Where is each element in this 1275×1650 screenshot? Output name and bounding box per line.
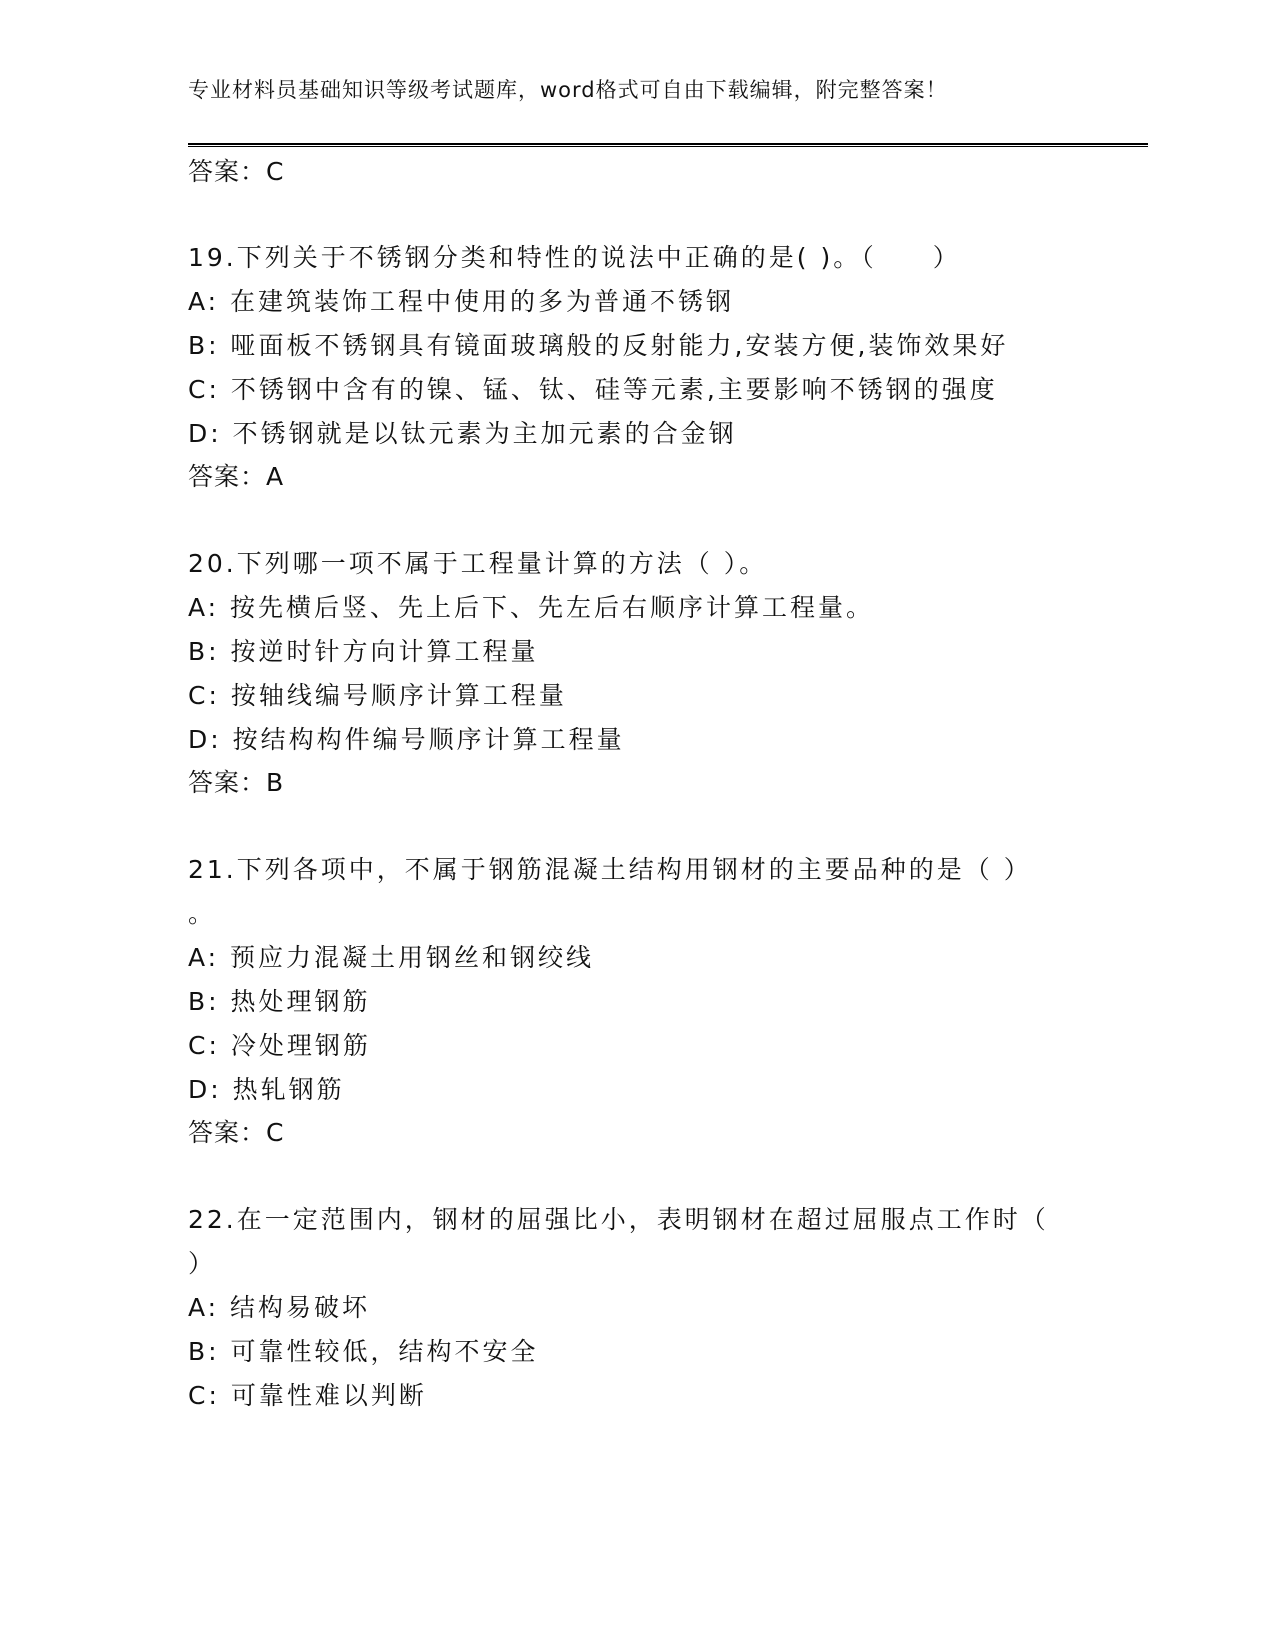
option-line: B: 热处理钢筋 xyxy=(188,987,371,1016)
option-line: C: 不锈钢中含有的镍、锰、钛、硅等元素,主要影响不锈钢的强度 xyxy=(188,375,998,404)
option-line: A: 在建筑装饰工程中使用的多为普通不锈钢 xyxy=(188,287,735,316)
option-line: D: 按结构构件编号顺序计算工程量 xyxy=(188,725,625,754)
option-line: C: 可靠性难以判断 xyxy=(188,1381,427,1410)
option-line: D: 热轧钢筋 xyxy=(188,1075,345,1104)
option-line: A: 按先横后竖、先上后下、先左后右顺序计算工程量。 xyxy=(188,593,875,622)
question-stem: 19.下列关于不锈钢分类和特性的说法中正确的是( )。（ ） xyxy=(188,243,961,272)
question-stem-continued: 。 xyxy=(188,899,217,928)
question-stem: 21.下列各项中，不属于钢筋混凝土结构用钢材的主要品种的是（ ） xyxy=(188,855,1032,884)
question-stem-continued: ） xyxy=(188,1249,217,1278)
option-line: B: 可靠性较低，结构不安全 xyxy=(188,1337,539,1366)
answer-line: 答案：A xyxy=(188,462,285,491)
answer-line: 答案：C xyxy=(188,1118,285,1147)
header-rule xyxy=(188,143,1148,147)
question-stem: 20.下列哪一项不属于工程量计算的方法（ ）。 xyxy=(188,549,768,578)
option-line: A: 结构易破坏 xyxy=(188,1293,371,1322)
option-line: B: 哑面板不锈钢具有镜面玻璃般的反射能力,安装方便,装饰效果好 xyxy=(188,331,1009,360)
option-line: C: 按轴线编号顺序计算工程量 xyxy=(188,681,567,710)
answer-line: 答案：B xyxy=(188,768,285,797)
option-line: B: 按逆时针方向计算工程量 xyxy=(188,637,539,666)
option-line: C: 冷处理钢筋 xyxy=(188,1031,371,1060)
option-line: D: 不锈钢就是以钛元素为主加元素的合金钢 xyxy=(188,419,737,448)
page-header: 专业材料员基础知识等级考试题库，word格式可自由下载编辑，附完整答案！ xyxy=(188,78,948,102)
question-stem: 22.在一定范围内，钢材的屈强比小，表明钢材在超过屈服点工作时（ xyxy=(188,1205,1049,1234)
answer-line: 答案：C xyxy=(188,157,285,186)
option-line: A: 预应力混凝土用钢丝和钢绞线 xyxy=(188,943,595,972)
